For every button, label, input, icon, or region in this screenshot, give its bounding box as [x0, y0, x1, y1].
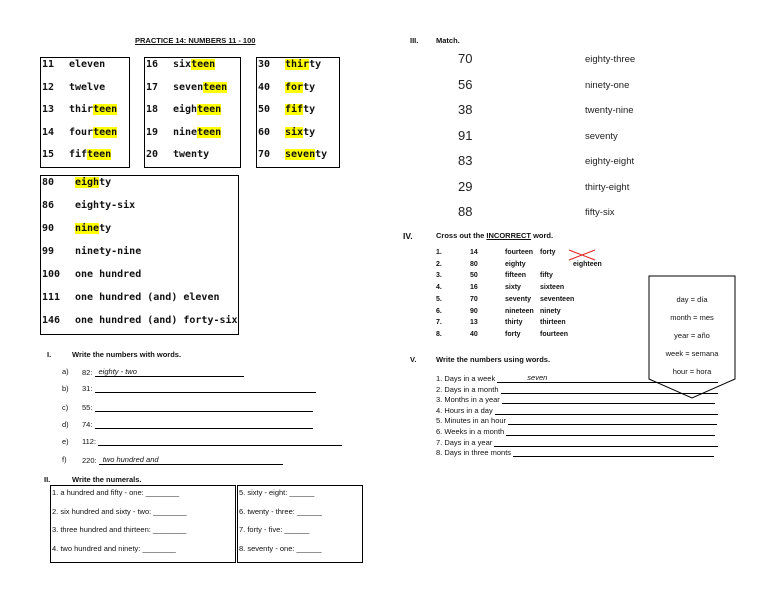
match-word: ninety-one [585, 79, 630, 91]
word-part: ty [99, 177, 112, 188]
number-word [75, 246, 141, 257]
word-highlight: nine [75, 223, 100, 234]
word-part: ty [303, 81, 316, 93]
word-choice[interactable]: thirteen [540, 319, 566, 327]
item-number: 31: [82, 384, 95, 393]
word-part: one hundred (and) eleven [75, 292, 220, 303]
word-choice[interactable]: forty [505, 330, 521, 338]
word-part: seven [173, 81, 204, 93]
section-4-heading-pre: Cross out the [436, 231, 487, 240]
match-number: 29 [458, 178, 473, 194]
number-word [285, 149, 327, 160]
number-row [146, 59, 215, 70]
word-problem-label: 7. Days in a year [436, 437, 495, 447]
match-word: seventy [585, 130, 618, 142]
word-choice[interactable]: fourteen [540, 330, 568, 338]
vocab-entry: month = mes [670, 313, 714, 322]
row-index: 6. [436, 307, 442, 315]
word-problem [436, 415, 717, 425]
number-row [42, 246, 141, 257]
word-choice[interactable]: seventeen [540, 295, 575, 303]
number-digits: 14 [42, 126, 55, 138]
number-digits: 100 [42, 269, 61, 280]
row-number: 40 [470, 330, 478, 338]
section-1-roman: I. [47, 350, 52, 359]
match-number: 83 [458, 153, 473, 168]
number-row [146, 82, 227, 93]
numeral-item: 4. two hundred and ninety: ________ [52, 543, 176, 553]
item-prompt [82, 384, 316, 393]
word-part: ninety-nine [75, 246, 142, 257]
answer-line[interactable] [95, 428, 313, 429]
word-choice[interactable]: fourteen [505, 249, 533, 256]
number-word [75, 223, 111, 234]
item-number: 74: [82, 420, 95, 429]
number-digits: 80 [42, 177, 55, 188]
row-number: 90 [470, 307, 478, 315]
numeral-item: 3. three hundred and thirteen: ________ [52, 525, 187, 534]
number-digits: 146 [42, 315, 61, 326]
item-letter: a) [62, 367, 69, 376]
item-letter: e) [62, 437, 69, 446]
word-problem [436, 384, 718, 394]
number-word [69, 104, 117, 115]
match-word: twenty-nine [585, 105, 634, 116]
row-number: 14 [470, 249, 478, 256]
vocab-entry: week = semana [665, 349, 719, 358]
answer-line[interactable]: seven [497, 373, 718, 383]
page-title: PRACTICE 14: NUMBERS 11 - 100 [135, 36, 256, 45]
numeral-item: 1. a hundred and fifty - one: ________ [52, 488, 180, 497]
section-2-heading: Write the numerals. [72, 475, 142, 484]
answer-line[interactable] [508, 415, 717, 425]
row-number: 70 [470, 295, 478, 303]
match-word: fifty-six [585, 207, 615, 218]
item-prompt [82, 420, 313, 429]
vocab-entry: day = día [676, 295, 708, 304]
item-prompt [82, 403, 313, 412]
number-row [258, 127, 315, 138]
word-problem [436, 394, 715, 404]
section-4-heading-post: word. [531, 231, 554, 240]
number-word [69, 149, 111, 160]
word-problem [436, 447, 714, 457]
match-number: 91 [458, 127, 473, 143]
word-problem-label: 4. Hours in a day [436, 405, 495, 415]
word-part: nine [173, 126, 198, 138]
row-number: 16 [470, 284, 478, 292]
number-row [42, 315, 238, 326]
word-highlight: teen [87, 149, 112, 160]
answer-line[interactable] [495, 405, 718, 415]
word-highlight: for [285, 81, 304, 93]
number-word [75, 177, 111, 188]
number-digits: 11 [42, 59, 55, 70]
item-prompt [82, 455, 283, 465]
word-part: one hundred [75, 269, 142, 280]
word-highlight: six [285, 126, 304, 138]
row-index: 8. [436, 330, 442, 338]
number-digits: 90 [42, 223, 55, 234]
match-word: eighty-eight [585, 156, 635, 167]
numeral-item: 8. seventy - one: ______ [239, 543, 322, 553]
number-digits: 86 [42, 200, 55, 211]
word-choice[interactable]: sixteen [540, 284, 565, 292]
word-part: fif [69, 149, 88, 160]
row-index: 5. [436, 295, 442, 303]
number-digits: 20 [146, 149, 159, 160]
number-row [42, 104, 117, 115]
answer-line[interactable] [98, 445, 342, 446]
item-letter: f) [62, 455, 67, 464]
numeral-item: 2. six hundred and sixty - two: ________ [52, 506, 187, 516]
section-5-heading: Write the numbers using words. [436, 355, 551, 364]
word-highlight: teen [93, 126, 118, 138]
word-choice[interactable]: forty [540, 249, 556, 256]
section-4-heading [436, 231, 553, 240]
number-word [69, 82, 105, 93]
number-digits: 15 [42, 149, 55, 160]
word-highlight: teen [203, 81, 228, 93]
number-row [42, 200, 135, 211]
word-problem-label: 6. Weeks in a month [436, 427, 507, 436]
item-prompt [82, 437, 342, 446]
item-number: 82: [82, 368, 95, 377]
word-highlight: fif [285, 104, 304, 115]
number-row [146, 127, 221, 138]
word-part: ty [315, 149, 328, 160]
row-index: 1. [436, 249, 442, 256]
number-digits: 50 [258, 104, 271, 115]
word-highlight: thir [285, 59, 310, 70]
word-problem-label: 5. Minutes in an hour [436, 416, 509, 426]
row-number: 13 [470, 319, 478, 327]
section-4-roman: IV. [403, 231, 413, 241]
section-2-roman: II. [44, 475, 51, 484]
word-choice[interactable]: fifty [540, 272, 553, 280]
number-word [75, 200, 135, 211]
vocab-entry: hour = hora [672, 367, 712, 376]
answer-line[interactable] [494, 437, 718, 447]
row-number: 80 [470, 260, 478, 268]
number-digits: 99 [42, 246, 55, 257]
section-4-heading-incorrect: INCORRECT [486, 231, 532, 240]
word-part: ty [99, 223, 112, 234]
word-part: six [173, 59, 192, 70]
item-number: 112: [82, 437, 99, 446]
match-number: 70 [458, 51, 473, 66]
word-problem-label: 1. Days in a week [436, 374, 498, 383]
word-problem-label: 2. Days in a month [436, 384, 501, 394]
number-digits: 70 [258, 149, 271, 160]
item-letter: d) [62, 420, 69, 429]
word-part: twelve [69, 81, 106, 93]
number-row [146, 104, 221, 115]
answer-line[interactable]: eighty - two [95, 367, 244, 377]
number-word [75, 269, 141, 280]
section-3-heading: Match. [436, 36, 460, 45]
item-number: 220: [82, 456, 99, 465]
word-problem [436, 405, 718, 415]
number-word [69, 59, 105, 70]
word-part: thir [69, 104, 94, 115]
word-choice[interactable]: eighteen [573, 260, 602, 268]
number-digits: 111 [42, 292, 61, 303]
answer-line[interactable] [95, 411, 313, 412]
number-word [173, 59, 215, 70]
cross-out-mark [567, 248, 597, 262]
section-5-roman: V. [410, 355, 417, 364]
word-problem [436, 426, 715, 436]
word-part: eleven [69, 59, 106, 70]
match-number: 38 [458, 102, 473, 117]
number-row [42, 177, 111, 188]
number-word [173, 149, 209, 160]
match-word: eighty-three [585, 54, 636, 65]
word-highlight: teen [197, 126, 222, 138]
word-choice[interactable]: eighty [505, 260, 526, 268]
number-row [258, 82, 315, 93]
answer-line[interactable] [513, 447, 714, 457]
word-part: eigh [173, 104, 198, 115]
number-digits: 60 [258, 126, 271, 138]
item-number: 55: [82, 403, 95, 412]
row-index: 3. [436, 272, 442, 280]
answer-line[interactable] [506, 426, 715, 436]
word-part: eighty-six [75, 200, 136, 211]
item-prompt [82, 367, 244, 377]
word-choice[interactable]: nineteen [505, 307, 534, 315]
number-word [75, 315, 238, 326]
number-digits: 17 [146, 81, 159, 93]
numeral-item: 7. forty - five: ______ [239, 525, 310, 534]
section-3-roman: III. [410, 36, 419, 45]
number-word [285, 127, 315, 138]
word-highlight: teen [191, 59, 216, 70]
word-choice[interactable]: seventy [505, 295, 532, 303]
number-row [42, 82, 105, 93]
number-digits: 16 [146, 59, 159, 70]
item-letter: c) [62, 403, 69, 412]
number-row [42, 292, 220, 303]
number-digits: 12 [42, 81, 55, 93]
row-number: 50 [470, 272, 478, 280]
word-highlight: seven [285, 149, 316, 160]
numeral-item: 6. twenty - three: ______ [239, 506, 322, 516]
number-row [258, 59, 321, 70]
match-word: thirty-eight [585, 181, 630, 193]
word-part: one hundred (and) forty-six [75, 315, 238, 326]
word-highlight: teen [197, 104, 222, 115]
word-choice[interactable]: thirty [505, 319, 523, 327]
number-row [42, 59, 105, 70]
number-word [173, 127, 221, 138]
number-word [285, 59, 321, 70]
number-row [42, 269, 141, 280]
number-row [42, 127, 117, 138]
word-choice[interactable]: sixty [505, 284, 521, 292]
number-word [75, 292, 220, 303]
answer-line[interactable] [95, 392, 316, 393]
number-digits: 13 [42, 104, 55, 115]
section-1-heading: Write the numbers with words. [72, 350, 182, 359]
row-index: 4. [436, 284, 442, 292]
row-index: 2. [436, 260, 442, 268]
number-row [42, 223, 111, 234]
number-word [173, 82, 227, 93]
row-index: 7. [436, 319, 442, 327]
answer-line[interactable] [501, 384, 718, 394]
number-row [42, 149, 111, 160]
number-digits: 30 [258, 59, 271, 70]
number-digits: 18 [146, 104, 159, 115]
number-word [285, 104, 315, 115]
vocab-entry: year = año [674, 331, 710, 340]
number-word [285, 82, 315, 93]
word-problem [436, 373, 718, 383]
word-part: ty [303, 104, 316, 115]
number-row [258, 149, 327, 160]
number-word [69, 127, 117, 138]
word-problem-label: 3. Months in a year [436, 395, 502, 405]
word-part: ty [309, 59, 322, 70]
number-row [258, 104, 315, 115]
number-word [173, 104, 221, 115]
number-digits: 40 [258, 81, 271, 93]
answer-line[interactable]: two hundred and [99, 455, 283, 465]
number-row [146, 149, 209, 160]
number-digits: 19 [146, 126, 159, 138]
numeral-item: 5. sixty - eight: ______ [239, 488, 315, 497]
word-part: twenty [173, 149, 210, 160]
word-choice[interactable]: fifteen [505, 272, 526, 280]
word-highlight: eigh [75, 177, 100, 188]
word-part: ty [303, 126, 316, 138]
match-number: 56 [458, 76, 473, 92]
match-number: 88 [458, 204, 473, 219]
word-problem-label: 8. Days in three monts [436, 448, 514, 458]
word-highlight: teen [93, 104, 118, 115]
word-problem [436, 437, 718, 447]
word-part: four [69, 126, 94, 138]
item-letter: b) [62, 384, 69, 393]
answer-line[interactable] [502, 394, 715, 404]
word-choice[interactable]: ninety [540, 307, 561, 315]
